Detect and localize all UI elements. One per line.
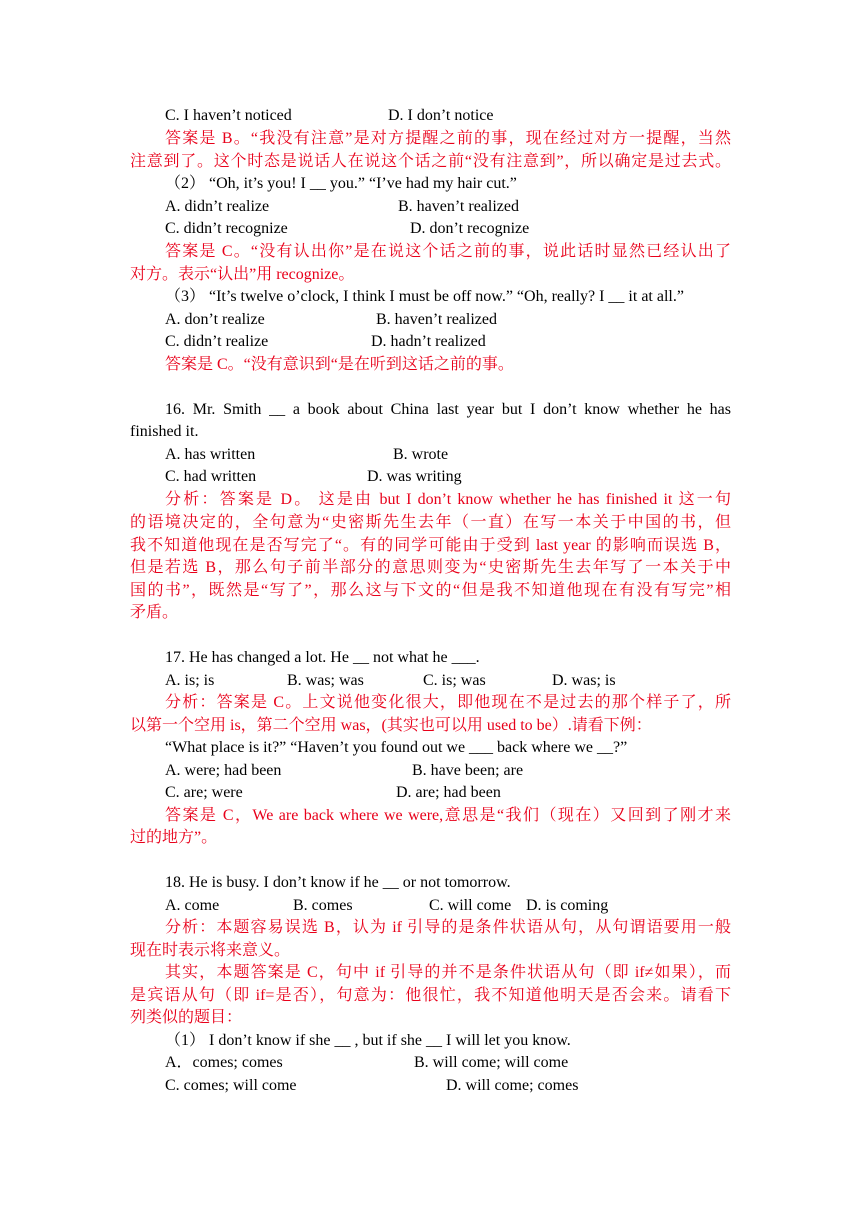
analysis-text: 国的书”，既然是“写了”，那么这与下文的“但是我不知道他现在有没有写完”相: [130, 582, 731, 599]
option-a: A. don’t realize: [165, 311, 265, 328]
analysis-text: 分析：答案是 C。上文说他变化很大，即他现在不是过去的那个样子了，所: [165, 694, 731, 711]
option-d: D. was writing: [367, 468, 462, 485]
option-d: D. I don’t notice: [388, 107, 494, 124]
analysis-text: 分析：答案是 D。 这是由 but I don’t know whether he has finished it 这一句: [165, 491, 731, 508]
example-question: “What place is it?” “Haven’t you found out we ___ back where we __?”: [165, 739, 628, 756]
answer-text: 对方。表示“认出”用 recognize。: [130, 266, 355, 283]
option-b: B. was; was: [287, 672, 364, 689]
analysis-text: 我不知道他现在是否写完了“。有的同学可能由于受到 last year 的影响而误选 B，: [130, 537, 731, 554]
option-d: D. are; had been: [396, 784, 501, 801]
answer-text: 答案是 B。“我没有注意”是对方提醒之前的事，现在经过对方一提醒，当然: [165, 130, 731, 147]
option-d: D. hadn’t realized: [371, 333, 486, 350]
option-c: C. didn’t recognize: [165, 220, 288, 237]
option-a: A. were; had been: [165, 762, 282, 779]
analysis-text: 列类似的题目：: [130, 1009, 243, 1026]
analysis-text: 分析：本题容易误选 B，认为 if 引导的是条件状语从句，从句谓语要用一般: [165, 919, 731, 936]
option-a: A. is; is: [165, 672, 215, 689]
option-d: D. don’t recognize: [410, 220, 530, 237]
option-c: C. had written: [165, 468, 257, 485]
example-question: （1） I don’t know if she __ , but if she __ I will let you know.: [165, 1032, 571, 1049]
option-a: A. has written: [165, 446, 256, 463]
answer-text: 过的地方”。: [130, 829, 218, 846]
option-d: D. will come; comes: [446, 1077, 579, 1094]
option-c: C. comes; will come: [165, 1077, 297, 1094]
option-b: B. wrote: [393, 446, 449, 463]
analysis-text: 但是若选 B，那么句子前半部分的意思则变为“史密斯先生去年写了一本关于中: [130, 559, 731, 576]
question-18: 18. He is busy. I don’t know if he __ or not tomorrow.: [165, 874, 511, 891]
option-a: A. come: [165, 897, 220, 914]
analysis-text: 以第一个空用 is，第二个空用 was，(其实也可以用 used to be）.请看下例：: [130, 717, 652, 734]
option-c: C. didn’t realize: [165, 333, 269, 350]
option-c: C. I haven’t noticed: [165, 107, 292, 124]
question-text: （3） “It’s twelve o’clock, I think I must be off now.” “Oh, really? I __ it at all.”: [165, 288, 684, 305]
question-16-cont: finished it.: [130, 423, 199, 440]
question-16: 16. Mr. Smith __ a book about China last year but I don’t know whether he has: [165, 401, 731, 418]
answer-text: 答案是 C。“没有认出你”是在说这个话之前的事，说此话时显然已经认出了: [165, 243, 731, 260]
option-b: B. comes: [293, 897, 353, 914]
option-a: A. didn’t realize: [165, 198, 270, 215]
option-c: C. will come: [429, 897, 512, 914]
answer-text: 注意到了。这个时态是说话人在说这个话之前“没有注意到”，所以确定是过去式。: [130, 153, 731, 170]
option-d: D. is coming: [526, 897, 609, 914]
analysis-text: 其实，本题答案是 C，句中 if 引导的并不是条件状语从句（即 if≠如果），而: [165, 964, 731, 981]
analysis-text: 是宾语从句（即 if=是否），句意为：他很忙，我不知道他明天是否会来。请看下: [130, 987, 731, 1004]
answer-text: 答案是 C。“没有意识到“是在听到这话之前的事。: [165, 356, 514, 373]
option-b: B. haven’t realized: [376, 311, 497, 328]
answer-text: 答案是 C，We are back where we were,意思是“我们（现在）又回到了刚才来: [165, 807, 731, 824]
option-a: A．comes; comes: [165, 1054, 283, 1071]
option-b: B. will come; will come: [414, 1054, 569, 1071]
question-17: 17. He has changed a lot. He __ not what he ___.: [165, 649, 480, 666]
question-text: （2） “Oh, it’s you! I __ you.” “I’ve had my hair cut.”: [165, 175, 517, 192]
analysis-text: 矛盾。: [130, 604, 179, 621]
option-d: D. was; is: [552, 672, 616, 689]
analysis-text: 现在时表示将来意义。: [130, 942, 291, 959]
option-b: B. haven’t realized: [398, 198, 519, 215]
option-b: B. have been; are: [412, 762, 524, 779]
analysis-text: 的语境决定的，全句意为“史密斯先生去年（一直）在写一本关于中国的书，但: [130, 514, 731, 531]
option-c: C. are; were: [165, 784, 243, 801]
option-c: C. is; was: [423, 672, 486, 689]
